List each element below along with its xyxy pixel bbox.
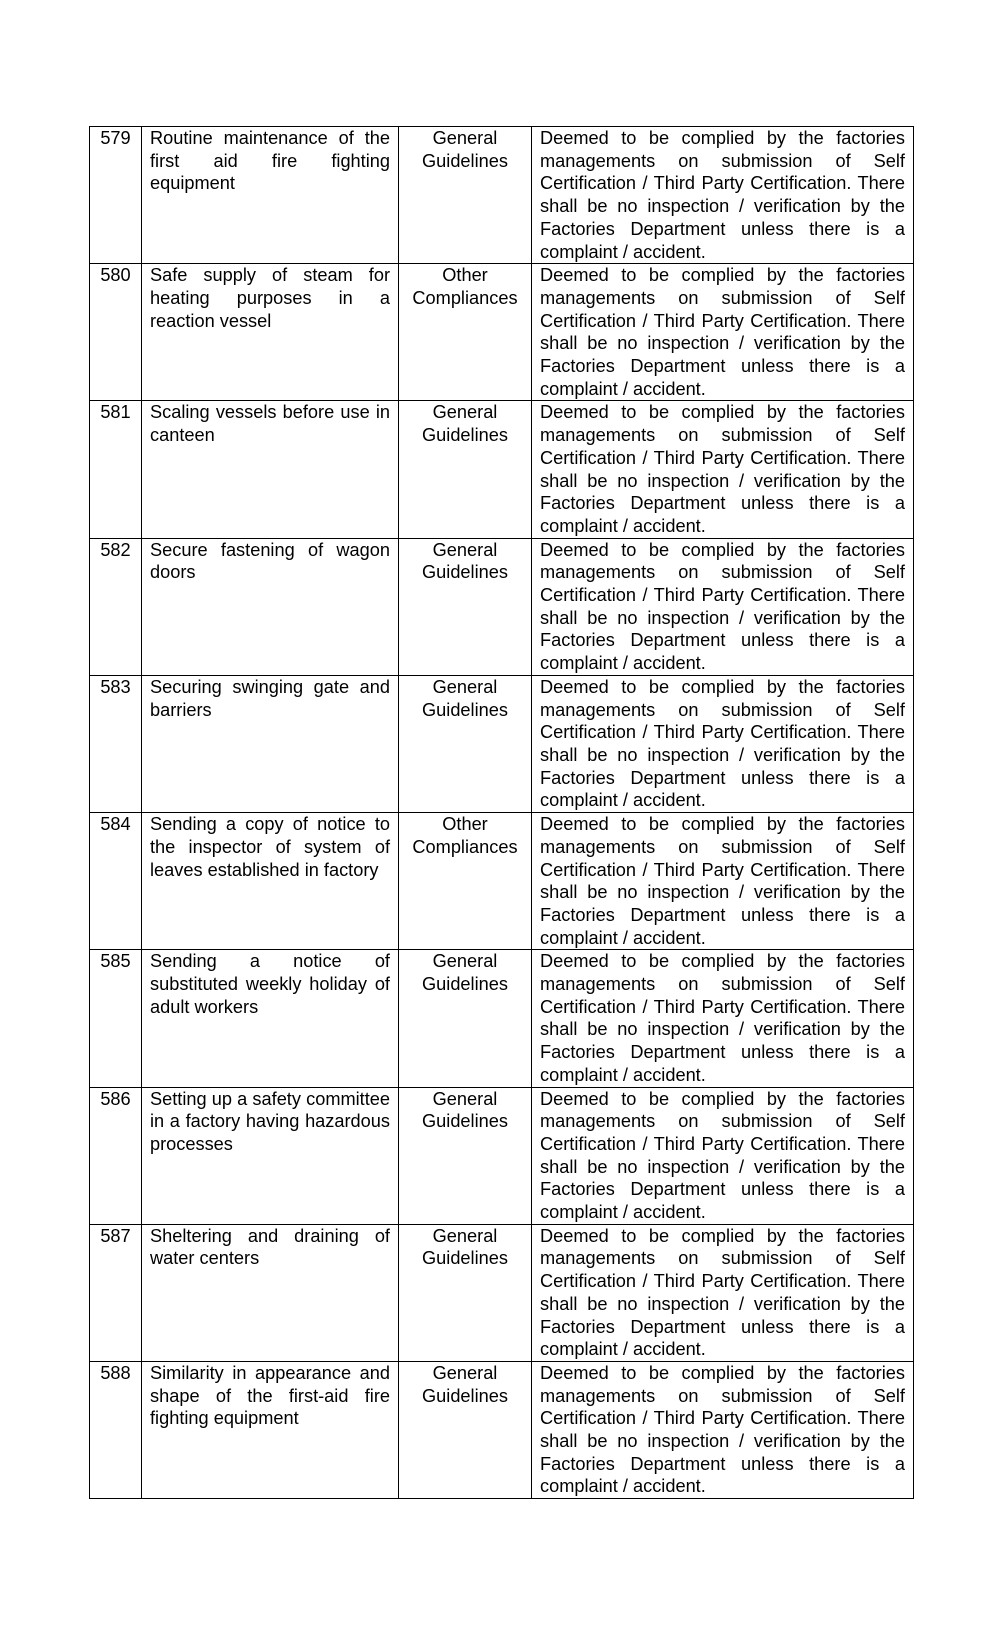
remarks-cell: Deemed to be complied by the factories managements on submission of Self Certification / Third Party Certification. There shall be no inspection / verification by the Factories Department unless there is a complaint / accident. [532,538,914,675]
table-row [90,950,914,1087]
subject-cell: Sending a notice of substituted weekly holiday of adult workers [142,950,399,1087]
serial-number-cell: 579 [90,127,142,264]
remarks-cell: Deemed to be complied by the factories managements on submission of Self Certification / Third Party Certification. There shall be no inspection / verification by the Factories Department unless there is a complaint / accident. [532,675,914,812]
table-row [90,264,914,401]
remarks-cell: Deemed to be complied by the factories managements on submission of Self Certification / Third Party Certification. There shall be no inspection / verification by the Factories Department unless there is a complaint / accident. [532,264,914,401]
category-cell: Other Compliances [399,813,532,950]
category-cell: General Guidelines [399,675,532,812]
subject-cell: Sheltering and draining of water centers [142,1224,399,1361]
table-row [90,813,914,950]
serial-number-cell: 586 [90,1087,142,1224]
category-cell: Other Compliances [399,264,532,401]
remarks-cell: Deemed to be complied by the factories managements on submission of Self Certification / Third Party Certification. There shall be no inspection / verification by the Factories Department unless there is a complaint / accident. [532,950,914,1087]
serial-number-cell: 582 [90,538,142,675]
table-row [90,401,914,538]
table-row [90,1361,914,1498]
serial-number-cell: 587 [90,1224,142,1361]
subject-cell: Setting up a safety committee in a factory having hazardous processes [142,1087,399,1224]
remarks-cell: Deemed to be complied by the factories managements on submission of Self Certification / Third Party Certification. There shall be no inspection / verification by the Factories Department unless there is a complaint / accident. [532,1087,914,1224]
subject-cell: Routine maintenance of the first aid fire fighting equipment [142,127,399,264]
category-cell: General Guidelines [399,1224,532,1361]
category-cell: General Guidelines [399,538,532,675]
table-row [90,127,914,264]
category-cell: General Guidelines [399,401,532,538]
serial-number-cell: 584 [90,813,142,950]
subject-cell: Scaling vessels before use in canteen [142,401,399,538]
remarks-cell: Deemed to be complied by the factories managements on submission of Self Certification / Third Party Certification. There shall be no inspection / verification by the Factories Department unless there is a complaint / accident. [532,127,914,264]
compliance-table-body [90,127,914,1499]
serial-number-cell: 588 [90,1361,142,1498]
subject-cell: Secure fastening of wagon doors [142,538,399,675]
table-row [90,1087,914,1224]
remarks-cell: Deemed to be complied by the factories managements on submission of Self Certification / Third Party Certification. There shall be no inspection / verification by the Factories Department unless there is a complaint / accident. [532,1224,914,1361]
category-cell: General Guidelines [399,1361,532,1498]
remarks-cell: Deemed to be complied by the factories managements on submission of Self Certification / Third Party Certification. There shall be no inspection / verification by the Factories Department unless there is a complaint / accident. [532,813,914,950]
table-row [90,675,914,812]
table-row [90,1224,914,1361]
subject-cell: Similarity in appearance and shape of the first-aid fire fighting equipment [142,1361,399,1498]
remarks-cell: Deemed to be complied by the factories managements on submission of Self Certification / Third Party Certification. There shall be no inspection / verification by the Factories Department unless there is a complaint / accident. [532,401,914,538]
category-cell: General Guidelines [399,1087,532,1224]
compliance-table [89,126,914,1499]
table-row [90,538,914,675]
subject-cell: Safe supply of steam for heating purposes in a reaction vessel [142,264,399,401]
serial-number-cell: 583 [90,675,142,812]
subject-cell: Securing swinging gate and barriers [142,675,399,812]
category-cell: General Guidelines [399,950,532,1087]
serial-number-cell: 580 [90,264,142,401]
remarks-cell: Deemed to be complied by the factories managements on submission of Self Certification / Third Party Certification. There shall be no inspection / verification by the Factories Department unless there is a complaint / accident. [532,1361,914,1498]
subject-cell: Sending a copy of notice to the inspector of system of leaves established in factory [142,813,399,950]
category-cell: General Guidelines [399,127,532,264]
serial-number-cell: 581 [90,401,142,538]
serial-number-cell: 585 [90,950,142,1087]
